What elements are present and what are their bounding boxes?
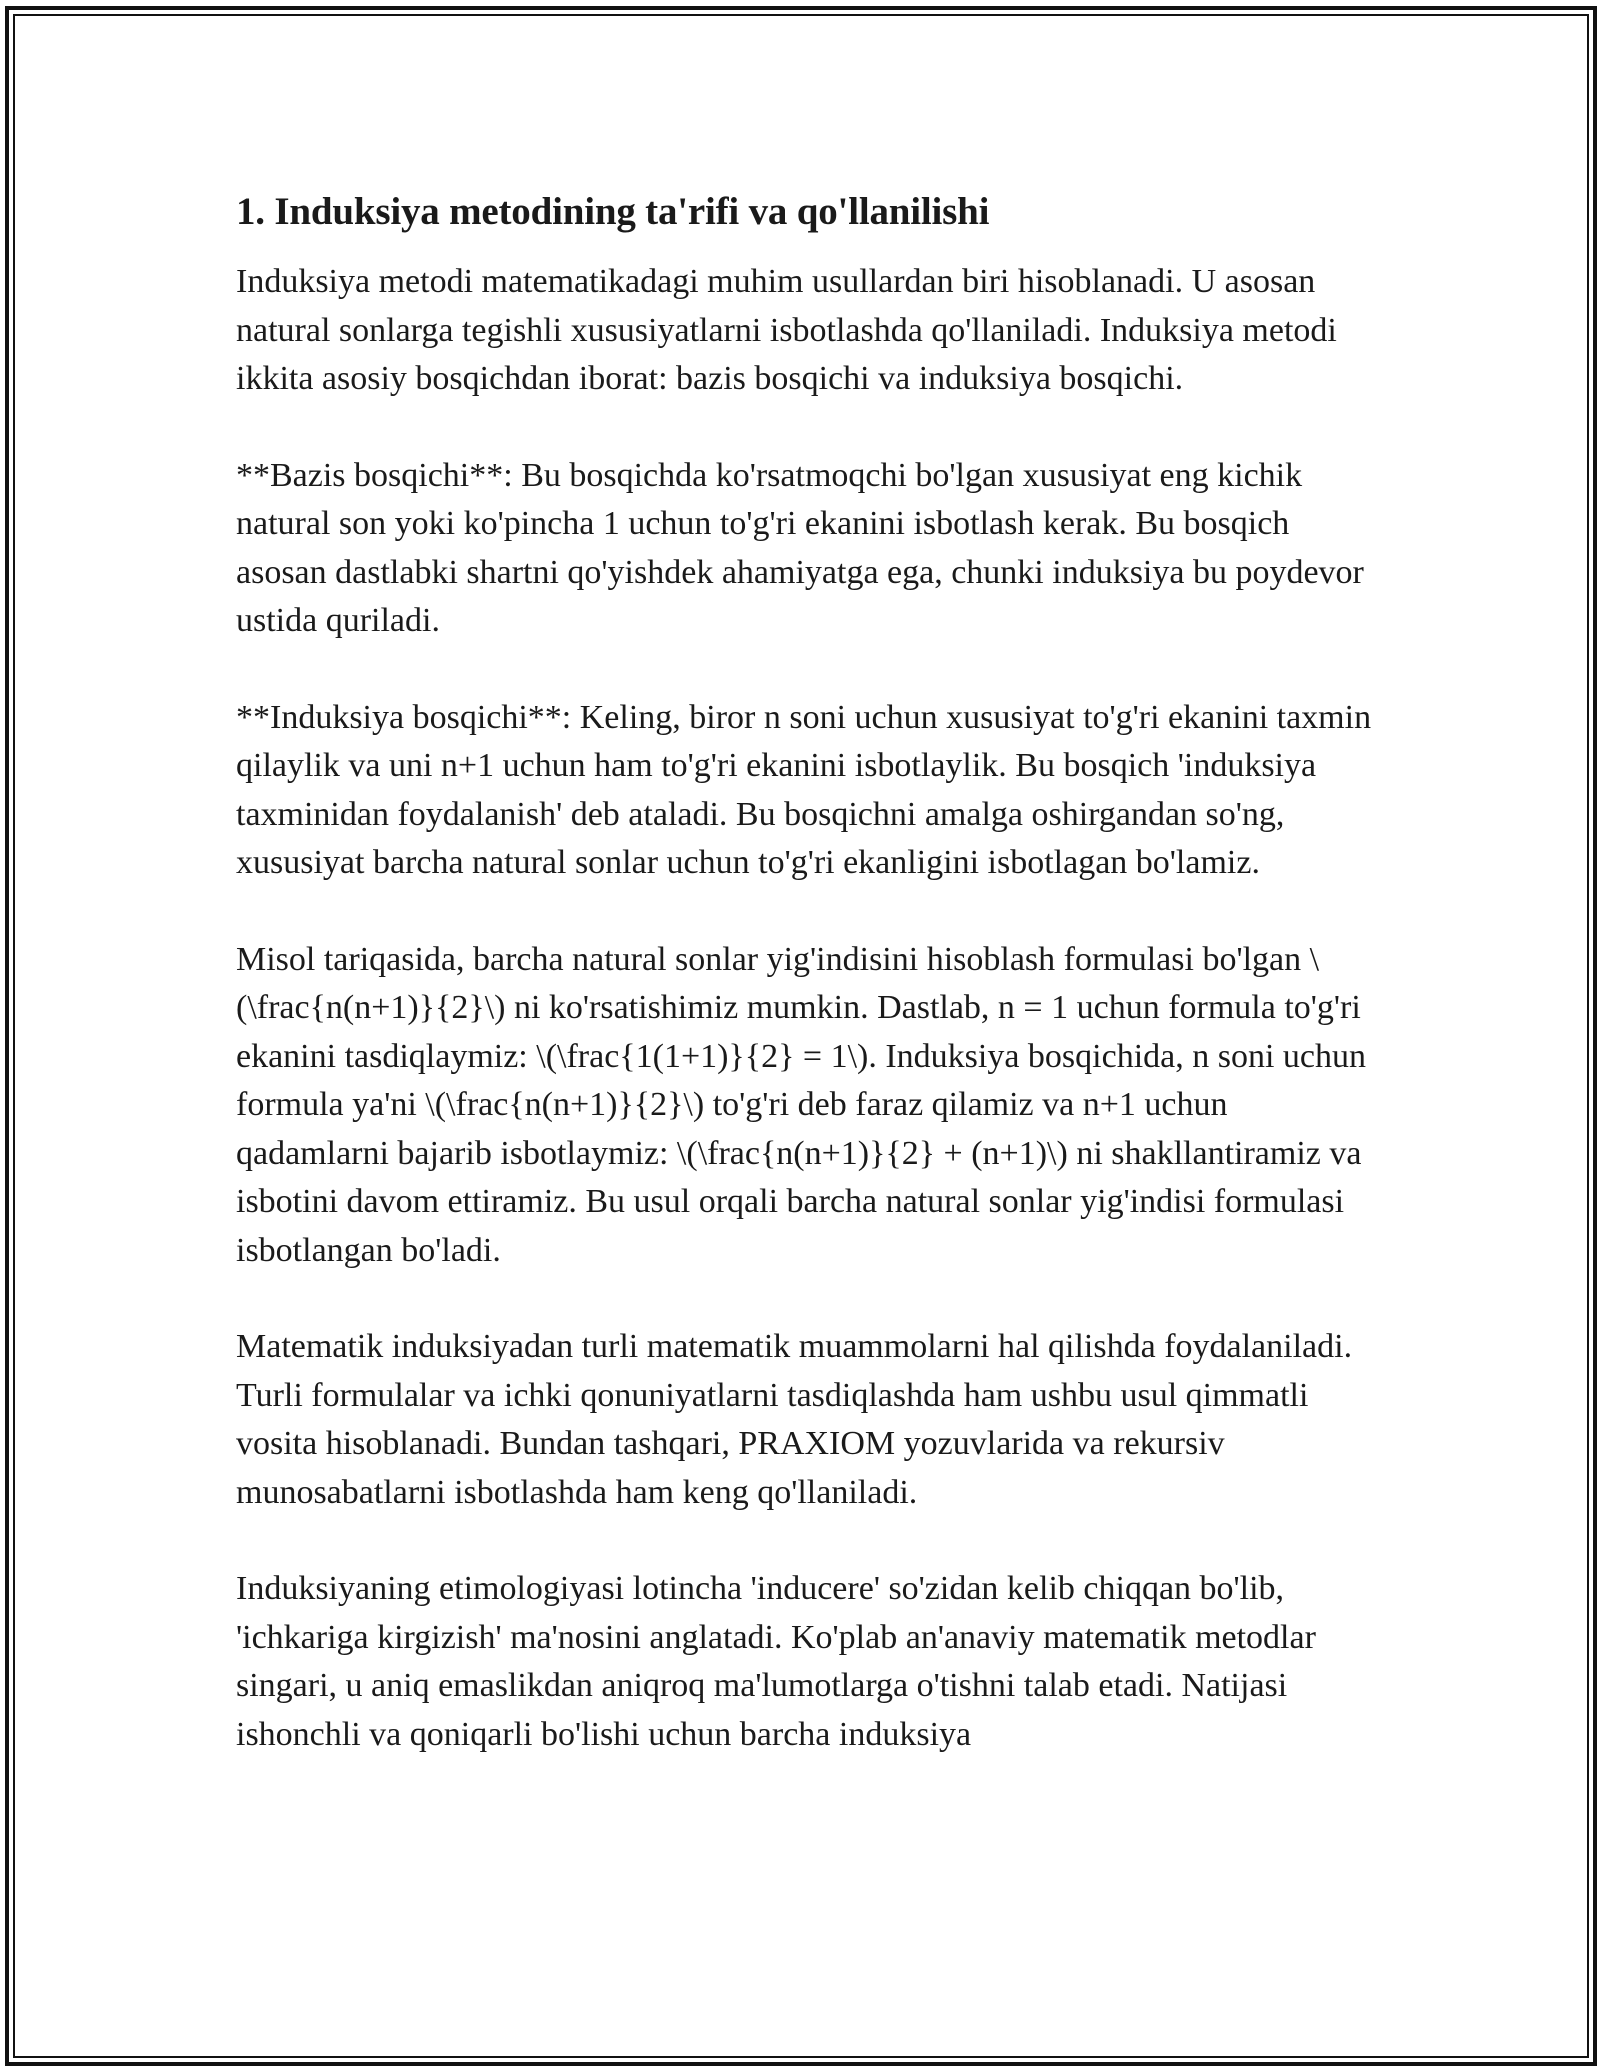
paragraph-etymology: Induksiyaning etimologiyasi lotincha 'inducere' so'zidan kelib chiqqan bo'lib, 'ichkariga kirgizish' ma'nosini anglatadi. Ko'plab an'anaviy matematik metodlar singari, u aniq emaslikdan aniqroq ma'lumotlarga o'tishni talab etadi. Natijasi ishonchli va qoniqarli bo'lishi uchun barcha induksiya xyxy=(236,1570,1316,1753)
paragraph-applications: Matematik induksiyadan turli matematik muammolarni hal qilishda foydalaniladi. Turli formulalar va ichki qonuniyatlarni tasdiqlashda ham ushbu usul qimmatli vosita hisoblanadi. Bundan tashqari, PRAXIOM yozuvlarida va rekursiv munosabatlarni isbotlashda ham keng qo'llaniladi. xyxy=(236,1328,1353,1511)
paragraph-base-step: **Bazis bosqichi**: Bu bosqichda ko'rsatmoqchi bo'lgan xususiyat eng kichik natural son yoki ko'pincha 1 uchun to'g'ri ekanini isbotlash kerak. Bu bosqich asosan dastlabki shartni qo'yishdek ahamiyatga ega, chunki induksiya bu poydevor ustida quriladi. xyxy=(236,456,1364,639)
section-heading: 1. Induksiya metodining ta'rifi va qo'llanilishi xyxy=(236,190,990,233)
paragraph-intro: Induksiya metodi matematikadagi muhim usullardan biri hisoblanadi. U asosan natural sonlarga tegishli xususiyatlarni isbotlashda qo'llaniladi. Induksiya metodi ikkita asosiy bosqichdan iborat: bazis bosqichi va induksiya bosqichi. xyxy=(236,263,1337,397)
document-body xyxy=(236,186,1376,1807)
paragraph-induction-step: **Induksiya bosqichi**: Keling, biror n soni uchun xususiyat to'g'ri ekanini taxmin qilaylik va uni n+1 uchun ham to'g'ri ekanini isbotlaylik. Bu bosqich 'induksiya taxminidan foydalanish' deb ataladi. Bu bosqichni amalga oshirgandan so'ng, xususiyat barcha natural sonlar uchun to'g'ri ekanligini isbotlagan bo'lamiz. xyxy=(236,698,1372,881)
paragraph-example: Misol tariqasida, barcha natural sonlar yig'indisini hisoblash formulasi bo'lgan \(\frac{n(n+1)}{2}\) ni ko'rsatishimiz mumkin. Dastlab, n = 1 uchun formula to'g'ri ekanini tasdiqlaymiz: \(\frac{1(1+1)}{2} = 1\). Induksiya bosqichida, n soni uchun formula ya'ni \(\frac{n(n+1)}{2}\) to'g'ri deb faraz qilamiz va n+1 uchun qadamlarni bajarib isbotlaymiz: \(\frac{n(n+1)}{2} + (n+1)\) ni shakllantiramiz va isbotini davom ettiramiz. Bu usul orqali barcha natural sonlar yig'indisi formulasi isbotlangan bo'ladi. xyxy=(236,940,1367,1269)
